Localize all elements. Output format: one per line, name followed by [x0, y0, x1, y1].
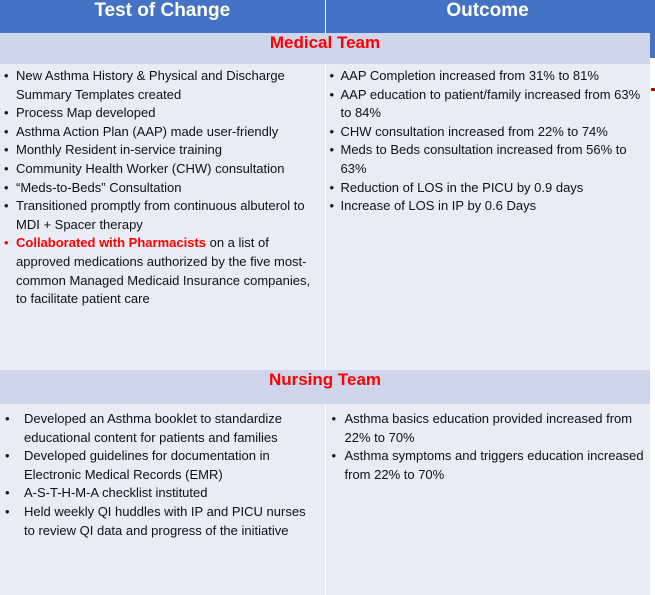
list-item: • Asthma symptoms and triggers education increased from 22% to 70%	[331, 448, 644, 482]
bullet-icon: •	[329, 198, 335, 214]
background-slide-edge	[650, 0, 655, 58]
bullet-icon: •	[4, 198, 9, 214]
background-slide-mark	[651, 88, 655, 91]
section-body-medical	[0, 64, 650, 370]
section-row-nursing	[0, 370, 650, 404]
list-item: • Asthma basics education provided increased from 22% to 70%	[331, 411, 633, 445]
nursing-changes-list	[0, 404, 325, 540]
section-title-medical: Medical Team	[0, 33, 650, 64]
bullet-icon: •	[4, 179, 9, 195]
nursing-outcomes-list	[326, 404, 651, 484]
medical-changes-cell	[0, 64, 325, 370]
list-item: • Developed guidelines for documentation in Electronic Medical Records (EMR)	[5, 448, 270, 482]
header-outcome: Outcome	[325, 0, 650, 33]
bullet-icon: •	[4, 160, 9, 176]
list-item: • Increase of LOS in IP by 0.6 Days	[326, 197, 651, 216]
medical-outcomes-list	[326, 64, 651, 216]
list-item-highlight: • Collaborated with Pharmacists on a list of approved medications authorized by the five most-common Managed Medicaid Insurance companies, to facilitate patient care	[4, 235, 311, 307]
section-body-nursing	[0, 404, 650, 595]
list-item: • “Meds-to-Beds” Consultation	[0, 179, 325, 198]
bullet-icon: •	[4, 142, 9, 158]
list-item: • Asthma Action Plan (AAP) made user-friendly	[0, 123, 325, 142]
highlight-text: Collaborated with Pharmacists	[16, 235, 206, 251]
list-item: • Process Map developed	[0, 104, 325, 123]
bullet-icon: •	[331, 448, 337, 464]
bullet-icon: •	[4, 235, 9, 251]
medical-changes-list	[0, 64, 325, 309]
header-test-of-change: Test of Change	[0, 0, 325, 33]
list-item: • New Asthma History & Physical and Discharge Summary Templates created	[4, 68, 285, 102]
table-header-row	[0, 0, 650, 33]
bullet-icon: •	[4, 68, 9, 83]
list-item: • CHW consultation increased from 22% to 74%	[326, 123, 651, 142]
list-item: • Meds to Beds consultation increased from 56% to 63%	[329, 142, 627, 176]
nursing-outcomes-cell	[325, 404, 650, 595]
bullet-icon: •	[4, 105, 9, 121]
list-item: • A-S-T-H-M-A checklist instituted	[0, 484, 325, 503]
section-row-medical	[0, 33, 650, 64]
nursing-changes-cell	[0, 404, 325, 595]
bullet-icon: •	[5, 448, 10, 464]
bullet-icon: •	[329, 142, 335, 158]
list-item: • AAP Completion increased from 31% to 81%	[326, 67, 651, 86]
medical-outcomes-cell	[325, 64, 650, 370]
bullet-icon: •	[329, 68, 335, 83]
bullet-icon: •	[4, 123, 9, 139]
bullet-icon: •	[329, 123, 335, 139]
list-item: • Monthly Resident in-service training	[0, 141, 325, 160]
list-item: • Developed an Asthma booklet to standardize educational content for patients and families	[5, 411, 283, 445]
section-title-nursing: Nursing Team	[0, 370, 650, 404]
bullet-icon: •	[331, 411, 337, 426]
bullet-icon: •	[5, 485, 10, 501]
list-item: • Community Health Worker (CHW) consultation	[0, 160, 325, 179]
bullet-icon: •	[5, 503, 10, 519]
bullet-icon: •	[329, 86, 335, 102]
list-item: • Held weekly QI huddles with IP and PICU nurses to review QI data and progress of the initiative	[5, 503, 306, 538]
list-item: • AAP education to patient/family increased from 63% to 84%	[329, 86, 641, 121]
list-item: • Transitioned promptly from continuous albuterol to MDI + Spacer therapy	[4, 198, 305, 232]
bullet-icon: •	[5, 411, 10, 426]
bullet-icon: •	[329, 179, 335, 195]
list-item: • Reduction of LOS in the PICU by 0.9 days	[326, 179, 651, 198]
